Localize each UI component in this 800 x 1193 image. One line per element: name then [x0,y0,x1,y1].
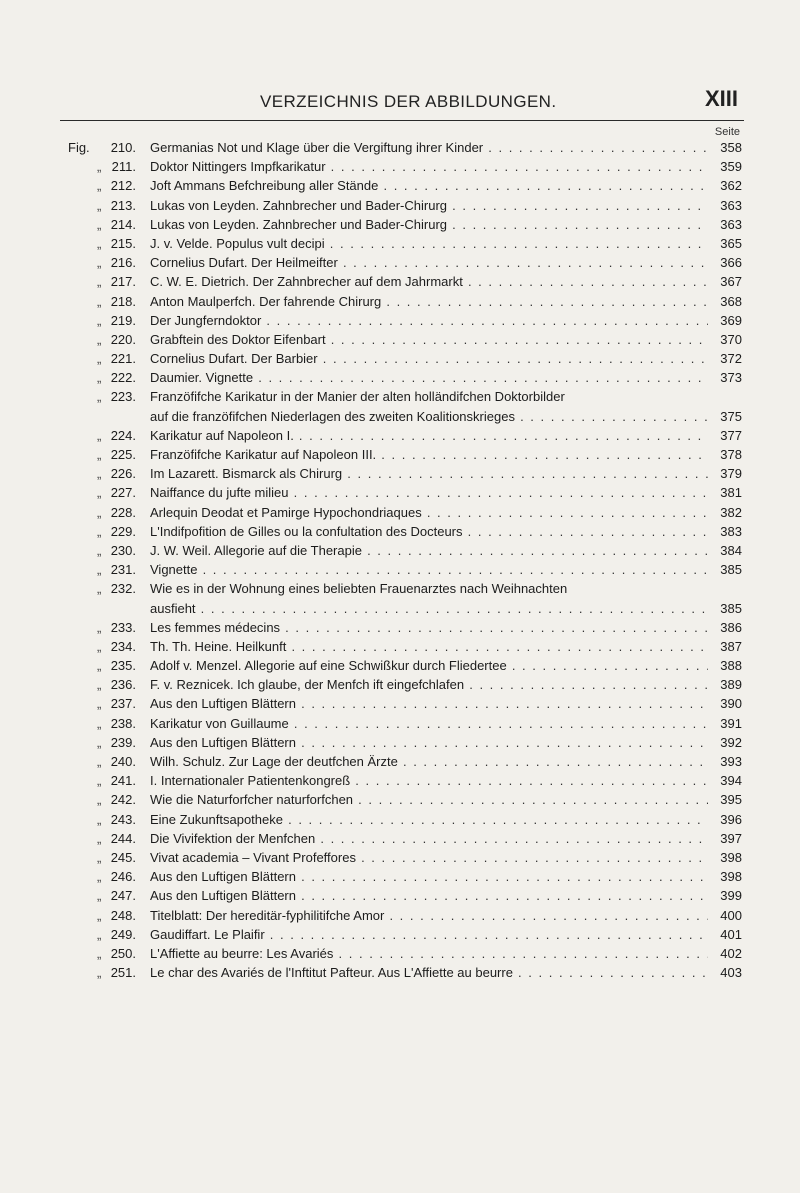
figure-number: 231. [110,562,136,578]
figure-number: 226. [110,466,136,482]
ditto-mark: „ [97,754,102,769]
list-item [0,599,800,618]
figure-number: 236. [110,677,136,693]
figure-page: 367 [720,274,742,290]
figure-number: 245. [110,849,136,865]
figure-page: 363 [720,216,742,232]
page-column-label: Seite [714,126,740,138]
ditto-mark: „ [97,907,102,923]
list-item [0,387,800,406]
figure-number: 223. [110,389,136,405]
list-item [0,848,800,867]
figure-number: 249. [110,926,136,942]
ditto-mark: „ [97,696,102,712]
figure-title: Gaudiffart. Le Plaifir . . . [150,925,708,944]
list-item [0,253,800,272]
figure-number: 220. [110,331,136,347]
ditto-mark: „ [97,792,102,808]
list-item [0,886,800,905]
list-item [0,215,800,234]
list-item [0,483,800,502]
figure-title: Franzöfifche Karikatur auf Napoleon III. . . . [150,445,708,464]
list-item [0,368,800,387]
figure-number: 222. [110,370,136,386]
figure-page: 385 [720,600,742,616]
list-item [0,541,800,560]
figure-page: 378 [720,447,742,462]
ditto-mark: „ [97,216,102,232]
list-item [0,810,800,829]
figure-number: 212. [110,178,136,194]
list-item [0,272,800,291]
figure-title: Grabftein des Doktor Eifenbart . . . [150,330,708,349]
figure-number: 247. [110,888,136,904]
ditto-mark: „ [97,638,102,654]
figure-number: 237. [110,696,136,712]
figure-number: 240. [110,754,136,769]
running-header [60,86,744,121]
figure-page: 359 [720,159,742,175]
ditto-mark: „ [97,466,102,482]
list-item [0,867,800,886]
figure-page: 395 [720,792,742,808]
figure-title: Aus den Luftigen Blättern . . . [150,733,708,752]
figure-title: Anton Maulperfch. Der fahrende Chirurg . . . [150,292,708,311]
figure-number: 241. [110,773,136,789]
figure-number: 243. [110,811,136,827]
figure-title: J. W. Weil. Allegorie auf die Therapie . . . [150,541,708,560]
list-item [0,714,800,733]
figure-page: 369 [720,312,742,328]
figure-title: Cornelius Dufart. Der Barbier . . . [150,349,708,368]
ditto-mark: „ [97,447,102,462]
figure-title: Les femmes médecins . . . [150,618,708,637]
figure-number: 214. [110,216,136,232]
figure-number: 228. [110,504,136,520]
figure-page: 372 [720,351,742,367]
figure-page: 373 [720,370,742,386]
figure-title: C. W. E. Dietrich. Der Zahnbrecher auf dem Jahrmarkt . . . [150,272,708,291]
figure-page: 399 [720,888,742,904]
figure-number: 217. [110,274,136,290]
ditto-mark: „ [97,542,102,558]
figure-title: auf die franzöfifchen Niederlagen des zweiten Koalitionskrieges . . . [150,407,708,426]
figure-page: 398 [720,849,742,865]
figure-title: I. Internationaler Patientenkongreß . . . [150,771,708,790]
figure-page: 362 [720,178,742,194]
figure-number: 233. [110,619,136,635]
ditto-mark: „ [97,159,102,175]
figure-number: 210. [110,140,136,155]
figure-number: 215. [110,235,136,251]
figure-title: Aus den Luftigen Blättern . . . [150,886,708,905]
figure-number: 234. [110,638,136,654]
figure-number: 239. [110,734,136,750]
figure-title: F. v. Reznicek. Ich glaube, der Menfch ift eingefchlafen . . . [150,675,708,694]
header-title: VERZEICHNIS DER ABBILDUNGEN. [260,92,557,111]
figure-title: Der Jungferndoktor . . . [150,311,708,330]
figure-number: 246. [110,869,136,885]
figure-list [0,138,800,982]
figure-title: Doktor Nittingers Impfkarikatur . . . [150,157,708,176]
list-item [0,138,800,157]
figure-page: 383 [720,523,742,539]
list-item [0,906,800,925]
ditto-mark: „ [97,331,102,347]
figure-number: 219. [110,312,136,328]
figure-title: Naiffance du jufte milieu . . . [150,483,708,502]
figure-title: Germanias Not und Klage über die Vergiftung ihrer Kinder . . . [150,138,708,157]
list-item [0,771,800,790]
figure-page: 387 [720,638,742,654]
figure-page: 375 [720,408,742,424]
figure-title: ausfieht . . . [150,599,708,618]
figure-page: 396 [720,811,742,827]
ditto-mark: „ [97,849,102,865]
ditto-mark: „ [97,945,102,961]
figure-page: 388 [720,658,742,674]
figure-page: 392 [720,734,742,750]
figure-number: 235. [110,658,136,674]
list-item [0,330,800,349]
figure-page: 366 [720,255,742,271]
figure-page: 368 [720,293,742,309]
figure-title: Lukas von Leyden. Zahnbrecher und Bader-Chirurg . . . [150,196,708,215]
ditto-mark: „ [97,658,102,674]
figure-number: 225. [110,447,136,462]
figure-page: 394 [720,773,742,789]
list-item [0,311,800,330]
ditto-mark: „ [97,773,102,789]
figure-number: 244. [110,830,136,846]
page-number: XIII [704,86,738,111]
list-item [0,157,800,176]
figure-title: Titelblatt: Der hereditär-fyphilitifche Amor . . . [150,906,708,925]
ditto-mark: „ [97,811,102,827]
ditto-mark: „ [97,619,102,635]
figure-page: 402 [720,945,742,961]
ditto-mark: „ [97,235,102,251]
figure-number: 248. [110,907,136,923]
figure-number: 221. [110,351,136,367]
figure-page: 389 [720,677,742,693]
figure-page: 386 [720,619,742,635]
figure-number: 218. [110,293,136,309]
figure-page: 401 [720,926,742,942]
figure-title: Im Lazarett. Bismarck als Chirurg . . . [150,464,708,483]
list-item [0,618,800,637]
list-item [0,637,800,656]
figure-number: 242. [110,792,136,808]
figure-page: 393 [720,754,742,769]
ditto-mark: „ [97,427,102,443]
figure-title: L'Indifpofition de Gilles ou la confultation des Docteurs . . . [150,522,708,541]
figure-page: 382 [720,504,742,520]
figure-page: 370 [720,331,742,347]
figure-page: 358 [720,140,742,155]
figure-title: Wie die Naturforfcher naturforfchen . . . [150,790,708,809]
list-item [0,445,800,464]
figure-title: Wilh. Schulz. Zur Lage der deutfchen Ärzte . . . [150,752,708,771]
fig-prefix: Fig. [68,140,90,155]
list-item [0,522,800,541]
figure-page: 365 [720,235,742,251]
list-item [0,407,800,426]
ditto-mark: „ [97,255,102,271]
figure-page: 403 [720,965,742,981]
figure-page: 381 [720,485,742,501]
figure-title: Franzöfifche Karikatur in der Manier der alten holländifchen Doktorbilder [150,389,565,405]
ditto-mark: „ [97,523,102,539]
figure-title: Cornelius Dufart. Der Heilmeifter . . . [150,253,708,272]
figure-title: Karikatur von Guillaume . . . [150,714,708,733]
ditto-mark: „ [97,485,102,501]
figure-title: Karikatur auf Napoleon I. . . . [150,426,708,445]
ditto-mark: „ [97,869,102,885]
list-item [0,944,800,963]
ditto-mark: „ [97,504,102,520]
list-item [0,963,800,982]
list-item [0,349,800,368]
list-item [0,503,800,522]
figure-page: 398 [720,869,742,885]
ditto-mark: „ [97,965,102,981]
list-item [0,675,800,694]
list-item [0,292,800,311]
ditto-mark: „ [97,351,102,367]
figure-title: Vignette . . . [150,560,708,579]
figure-page: 391 [720,715,742,731]
list-item [0,925,800,944]
figure-page: 390 [720,696,742,712]
figure-page: 377 [720,427,742,443]
figure-title: Adolf v. Menzel. Allegorie auf eine Schwißkur durch Fliedertee . . . [150,656,708,675]
list-item [0,464,800,483]
figure-page: 400 [720,907,742,923]
figure-number: 229. [110,523,136,539]
figure-number: 216. [110,255,136,271]
figure-title: Arlequin Deodat et Pamirge Hypochondriaques . . . [150,503,708,522]
ditto-mark: „ [97,677,102,693]
ditto-mark: „ [97,581,102,597]
list-item [0,176,800,195]
ditto-mark: „ [97,274,102,290]
figure-title: Aus den Luftigen Blättern . . . [150,694,708,713]
figure-number: 227. [110,485,136,501]
figure-page: 385 [720,562,742,578]
figure-number: 230. [110,542,136,558]
ditto-mark: „ [97,830,102,846]
figure-title: L'Affiette au beurre: Les Avariés . . . [150,944,708,963]
ditto-mark: „ [97,888,102,904]
figure-title: Le char des Avariés de l'Inftitut Pafteur. Aus L'Affiette au beurre . . . [150,963,708,982]
list-item [0,426,800,445]
list-item [0,560,800,579]
ditto-mark: „ [97,197,102,213]
figure-page: 379 [720,466,742,482]
figure-title: Th. Th. Heine. Heilkunft . . . [150,637,708,656]
ditto-mark: „ [97,926,102,942]
figure-title: Aus den Luftigen Blättern . . . [150,867,708,886]
ditto-mark: „ [97,293,102,309]
list-item [0,829,800,848]
figure-title: Wie es in der Wohnung eines beliebten Frauenarztes nach Weihnachten [150,581,568,597]
figure-number: 211. [111,159,136,175]
figure-number: 250. [110,945,136,961]
figure-page: 384 [720,542,742,558]
figure-number: 224. [110,427,136,443]
list-item [0,234,800,253]
figure-title: Eine Zukunftsapotheke . . . [150,810,708,829]
list-item [0,790,800,809]
figure-number: 251. [110,965,136,981]
figure-page: 363 [720,197,742,213]
list-item [0,752,800,771]
ditto-mark: „ [97,312,102,328]
list-item [0,694,800,713]
ditto-mark: „ [97,178,102,194]
figure-number: 238. [110,715,136,731]
figure-title: Joft Ammans Befchreibung aller Stände . . . [150,176,708,195]
figure-title: Lukas von Leyden. Zahnbrecher und Bader-Chirurg . . . [150,215,708,234]
ditto-mark: „ [97,389,102,405]
ditto-mark: „ [97,715,102,731]
list-item [0,196,800,215]
figure-number: 213. [110,197,136,213]
list-item [0,733,800,752]
figure-number: 232. [110,581,136,597]
figure-page: 397 [720,830,742,846]
figure-title: Vivat academia – Vivant Profeffores . . . [150,848,708,867]
ditto-mark: „ [97,370,102,386]
ditto-mark: „ [97,734,102,750]
ditto-mark: „ [97,562,102,578]
figure-title: Daumier. Vignette . . . [150,368,708,387]
figure-title: Die Vivifektion der Menfchen . . . [150,829,708,848]
figure-title: J. v. Velde. Populus vult decipi . . . [150,234,708,253]
list-item [0,656,800,675]
list-item [0,579,800,598]
